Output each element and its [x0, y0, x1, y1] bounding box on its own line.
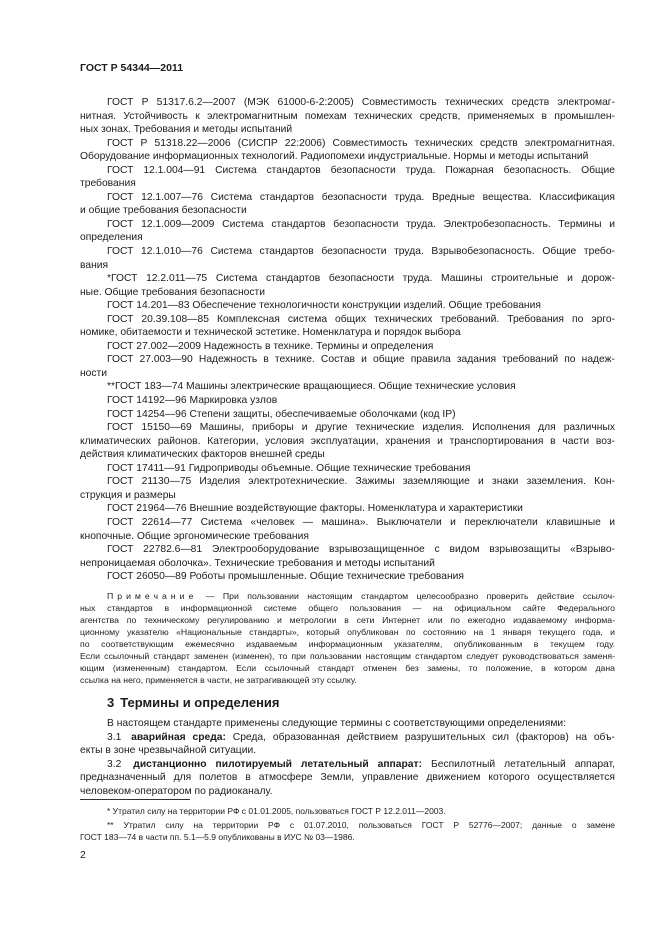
reference-line: ных зонах. Требования и методы испытаний — [80, 124, 293, 136]
footnote-line: * Утратил силу на территории РФ с 01.01.2005, пользоваться ГОСТ Р 12.2.011—2003. — [107, 806, 446, 816]
reference-line: ГОСТ 14192—96 Маркировка узлов — [107, 395, 278, 407]
reference-entry — [80, 272, 615, 299]
reference-line: непроницаемая оболочка». Технические требования и методы испытаний — [80, 557, 435, 569]
reference-line: ГОСТ Р 51318.22—2006 (СИСПР 22:2006) Совместимость технических средств электромагнитная. — [107, 137, 615, 149]
reference-line: ГОСТ 15150—69 Машины, приборы и другие технические изделия. Исполнения для различных — [107, 422, 615, 434]
reference-line: ГОСТ 12.1.004—91 Система стандартов безопасности труда. Пожарная безопасность. Общие — [107, 164, 615, 176]
term-name: аварийная среда: — [131, 731, 226, 743]
reference-entry — [80, 543, 615, 570]
term-number: 3.1 — [107, 731, 122, 743]
reference-entry — [80, 340, 615, 354]
definition-line: человеком-оператором по радиоканалу. — [80, 785, 273, 797]
reference-line: нитная. Устойчивость к электромагнитным помехам технических средств, применяемых в промышлен- — [80, 110, 615, 122]
reference-entry — [80, 462, 615, 476]
term-definition — [80, 758, 615, 799]
reference-entry — [80, 475, 615, 502]
reference-line: ГОСТ 14254—96 Степени защиты, обеспечиваемые оболочками (код IP) — [107, 408, 456, 420]
reference-line: определения — [80, 232, 143, 244]
reference-line: ГОСТ 20.39.108—85 Комплексная система общих технических требований. Требования по эрго- — [107, 313, 615, 325]
reference-line: ГОСТ 21130—75 Изделия электротехнические. Зажимы заземляющие и знаки заземления. Кон- — [107, 476, 615, 488]
reference-line: ГОСТ 12.1.009—2009 Система стандартов безопасности труда. Электробезопасность. Термины и — [107, 218, 615, 230]
footnote — [80, 805, 615, 818]
footnote-rule — [80, 799, 190, 800]
reference-entry — [80, 353, 615, 380]
definition-line: предназначенный для полетов в атмосфере Земли, управление движением которого осуществляется — [80, 772, 615, 784]
reference-entry — [80, 164, 615, 191]
footnote-line: ГОСТ 183—74 в части пп. 5.1—5.9 опубликованы в ИУС № 03—1986. — [80, 832, 355, 843]
footnote — [80, 819, 615, 844]
reference-line: ГОСТ 22782.6—81 Электрооборудование взрывозащищенное с видом взрывозащиты «Взрыво- — [107, 544, 615, 556]
reference-line: климатических районов. Категории, условия эксплуатации, хранения и транспортирования в части воз- — [80, 435, 615, 447]
terms-block — [80, 717, 615, 799]
section-number: 3 — [107, 695, 115, 710]
reference-line: ГОСТ 21964—76 Внешние воздействующие факторы. Номенклатура и характеристики — [107, 503, 523, 515]
reference-line: ГОСТ 12.1.007—76 Система стандартов безопасности труда. Вредные вещества. Классификация — [107, 191, 615, 203]
note-block — [80, 590, 615, 686]
section-title: Термины и определения — [120, 695, 280, 710]
reference-line: номике, обитаемости и технической эстетике. Номенклатура и порядок выбора — [80, 327, 461, 339]
reference-line: Оборудование информационных технологий. Радиопомехи индустриальные. Нормы и методы испытаний — [80, 151, 589, 163]
term-text: Среда, образованная действием разрушительных сил (факторов) на объ- — [232, 731, 615, 743]
reference-line: ГОСТ 22614—77 Система «человек — машина». Выключатели и переключатели клавишные и — [107, 516, 615, 528]
reference-line: ГОСТ 26050—89 Роботы промышленные. Общие технические требования — [107, 571, 465, 583]
reference-line: ГОСТ 27.003—90 Надежность в технике. Состав и общие правила задания требований по надеж- — [107, 354, 615, 366]
reference-line: кнопочные. Общие эргономические требования — [80, 530, 309, 542]
reference-entry — [80, 299, 615, 313]
note-label: Примечание — [107, 591, 198, 601]
reference-entry — [80, 380, 615, 394]
document-header — [80, 61, 615, 75]
reference-line: ГОСТ 14.201—83 Обеспечение технологичности конструкции изделий. Общие требования — [107, 300, 541, 312]
reference-line: струкция и размеры — [80, 489, 176, 501]
page-number — [80, 848, 615, 862]
definition-line — [80, 731, 615, 745]
reference-entry — [80, 516, 615, 543]
definition-line — [80, 758, 615, 772]
reference-entry — [80, 218, 615, 245]
term-definition — [80, 731, 615, 758]
reference-line: ности — [80, 367, 108, 379]
reference-line: вания — [80, 259, 109, 271]
reference-line: *ГОСТ 12.2.011—75 Система стандартов безопасности труда. Машины строительные и дорож- — [107, 273, 615, 285]
note-line — [80, 590, 615, 602]
reference-line: ГОСТ 27.002—2009 Надежность в технике. Термины и определения — [107, 340, 434, 352]
reference-entry — [80, 96, 615, 137]
footnotes-block — [80, 805, 615, 844]
standard-code: ГОСТ Р 54344—2011 — [80, 62, 184, 74]
reference-line: ГОСТ 12.1.010—76 Система стандартов безопасности труда. Взрывобезопасность. Общие требо- — [107, 246, 615, 258]
normative-references-list — [80, 96, 615, 584]
reference-line: и общие требования безопасности — [80, 205, 247, 217]
note-line: ционному указателю «Национальные стандарты», который опубликован по состоянию на 1 января текущего года, и — [80, 627, 615, 637]
reference-line: действия климатических факторов внешней среды — [80, 449, 325, 461]
reference-entry — [80, 191, 615, 218]
reference-line: ГОСТ Р 51317.6.2—2007 (МЭК 61000-6-2:2005) Совместимость технических средств электромаг- — [107, 97, 615, 108]
reference-line: **ГОСТ 183—74 Машины электрические вращающиеся. Общие технические условия — [107, 381, 516, 393]
note-line: ных стандартов в информационной системе общего пользования — на официальном сайте Федерального — [80, 603, 615, 613]
reference-entry — [80, 408, 615, 422]
term-number: 3.2 — [107, 758, 122, 770]
term-text: Беспилотный летательный аппарат, — [430, 758, 615, 770]
section-heading — [107, 695, 607, 711]
reference-entry — [80, 137, 615, 164]
reference-line: ные. Общие требования безопасности — [80, 286, 265, 298]
reference-line: ГОСТ 17411—91 Гидроприводы объемные. Общие технические требования — [107, 462, 471, 474]
note-line: по соответствующим ежемесячно издаваемым информационным указателям, опубликованным в текущем году. — [80, 639, 615, 649]
reference-line: требования — [80, 178, 136, 190]
note-line: агентства по техническому регулированию и метрологии в сети Интернет или по ежегодно издаваемому информа- — [80, 615, 615, 625]
reference-entry — [80, 245, 615, 272]
reference-entry — [80, 421, 615, 462]
footnote-line: ** Утратил силу на территории РФ с 01.07.2010, пользоваться ГОСТ Р 52776—2007; данные о замене — [107, 819, 615, 830]
reference-entry — [80, 313, 615, 340]
reference-entry — [80, 570, 615, 584]
reference-entry — [80, 502, 615, 516]
note-text: — При пользовании настоящим стандартом целесообразно проверить действие ссылоч- — [197, 591, 615, 601]
definition-line: екты в зоне чрезвычайной ситуации. — [80, 745, 257, 757]
note-line: ющим (измененным) стандартом. Если ссылочный стандарт отменен без замены, то положение, в котором дана — [80, 663, 615, 673]
term-name: дистанционно пилотируемый летательный аппарат: — [133, 758, 422, 770]
terms-intro: В настоящем стандарте применены следующие термины с соответствующими определениями: — [107, 718, 567, 729]
page-number-text: 2 — [80, 849, 86, 861]
note-line: Если ссылочный стандарт заменен (изменен), то при пользовании настоящим стандартом следует руководствоваться заменя- — [80, 651, 615, 661]
note-line: ссылка на него, применяется в части, не затрагивающей эту ссылку. — [80, 675, 357, 685]
reference-entry — [80, 394, 615, 408]
